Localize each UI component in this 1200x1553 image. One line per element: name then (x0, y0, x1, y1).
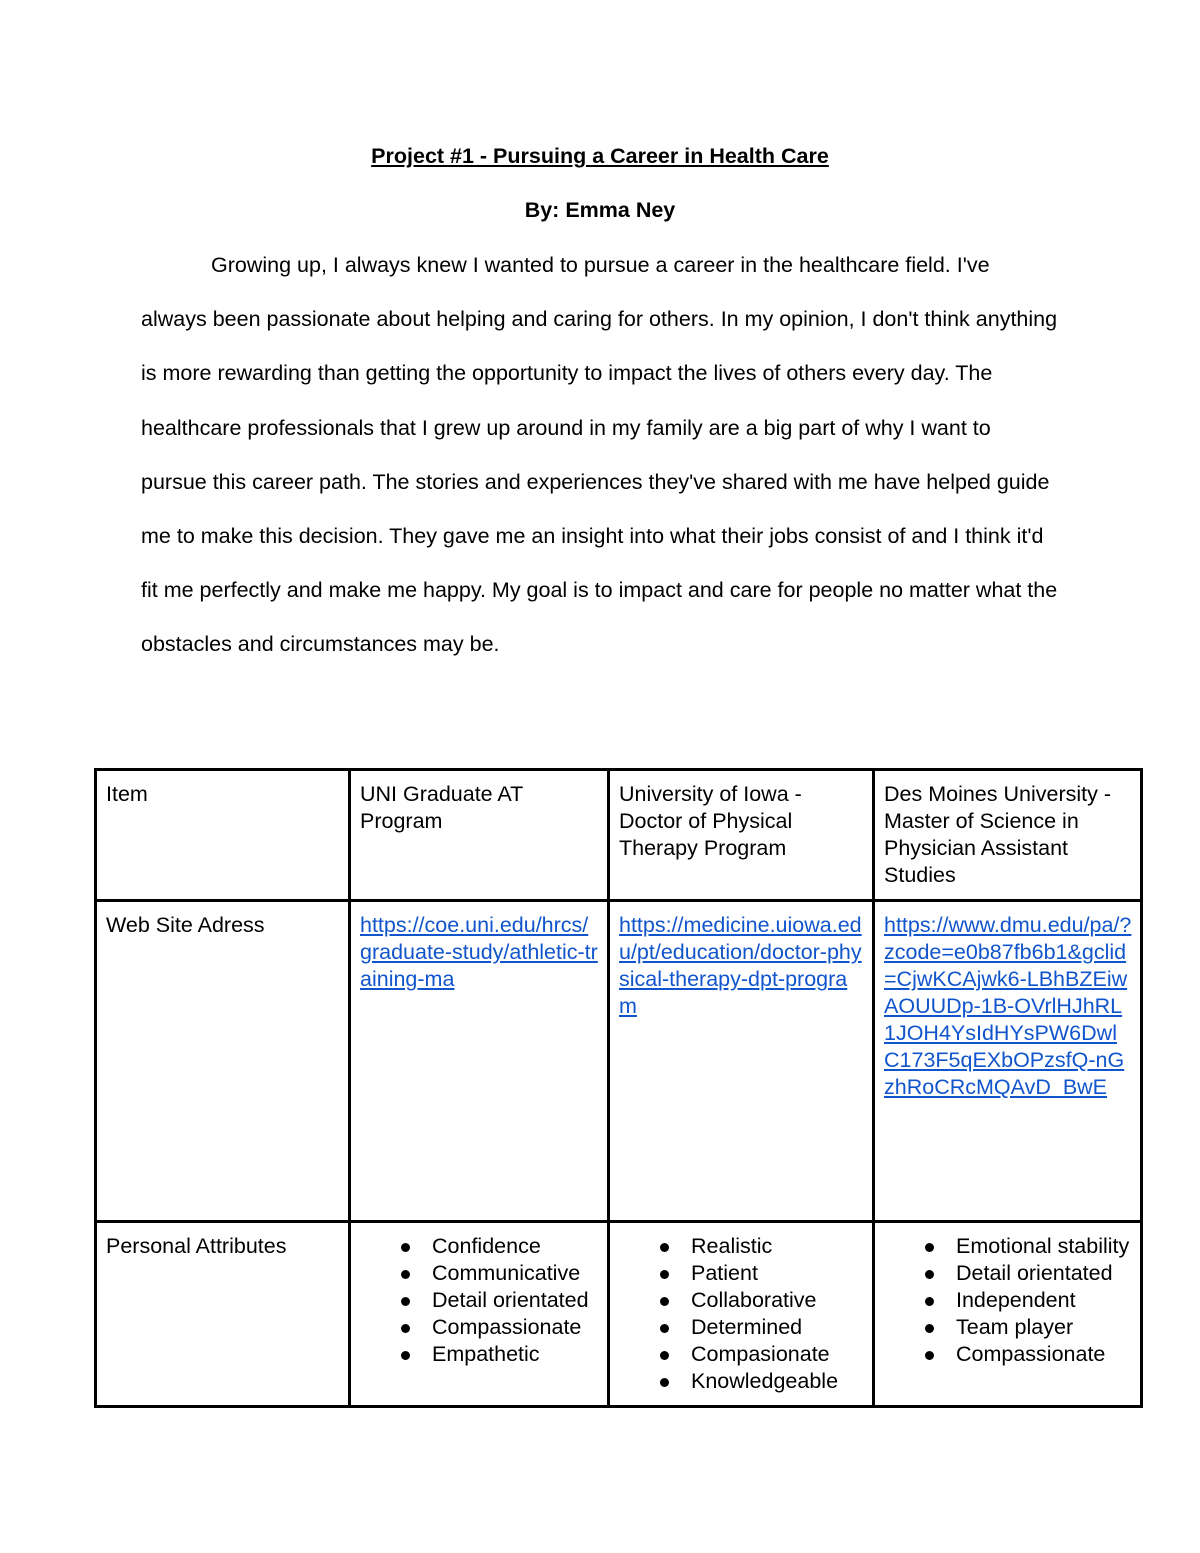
row-label-website: Web Site Adress (96, 901, 350, 1222)
cell-uiowa-attributes (609, 1222, 874, 1407)
list-item: Realistic (691, 1233, 864, 1260)
list-item: Compassionate (956, 1341, 1132, 1368)
cell-uni-website (350, 901, 609, 1222)
cell-uni-attributes (350, 1222, 609, 1407)
uiowa-attributes-list (619, 1233, 864, 1395)
list-item: Patient (691, 1260, 864, 1287)
program-comparison-table (94, 768, 1143, 1408)
list-item: Collaborative (691, 1287, 864, 1314)
list-item: Detail orientated (432, 1287, 599, 1314)
cell-uiowa-website (609, 901, 874, 1222)
list-item: Detail orientated (956, 1260, 1132, 1287)
header-cell-uni: UNI Graduate AT Program (350, 770, 609, 901)
list-item: Confidence (432, 1233, 599, 1260)
list-item: Emotional stability (956, 1233, 1132, 1260)
dmu-website-link[interactable]: https://www.dmu.edu/pa/?zcode=e0b87fb6b1&gclid=CjwKCAjwk6-LBhBZEiwAOUUDp-1B-OVrlHJhRL1JOH4YsIdHYsPW6DwlC173F5qEXbOPzsfQ-nGzhRoCRcMQAvD_BwE (884, 913, 1132, 1099)
header-cell-item: Item (96, 770, 350, 901)
list-item: Empathetic (432, 1341, 599, 1368)
cell-dmu-attributes (874, 1222, 1142, 1407)
list-item: Knowledgeable (691, 1368, 864, 1395)
list-item: Independent (956, 1287, 1132, 1314)
essay-paragraph: Growing up, I always knew I wanted to pursue a career in the healthcare field. I've always been passionate about helping and caring for others. In my opinion, I don't think anything is more rewarding than getting the opportunity to impact the lives of others every day. The healthcare professionals that I grew up around in my family are a big part of why I want to pursue this career path. The stories and experiences they've shared with me have helped guide me to make this decision. They gave me an insight into what their jobs consist of and I think it'd fit me perfectly and make me happy. My goal is to impact and care for people no matter what the obstacles and circumstances may be. (141, 253, 1058, 657)
list-item: Team player (956, 1314, 1132, 1341)
document-title: Project #1 - Pursuing a Career in Health Care (371, 144, 829, 168)
header-cell-uiowa: University of Iowa - Doctor of Physical Therapy Program (609, 770, 874, 901)
uni-attributes-list (360, 1233, 599, 1368)
table-row-header (96, 770, 1142, 901)
list-item: Determined (691, 1314, 864, 1341)
cell-dmu-website (874, 901, 1142, 1222)
uni-website-link[interactable]: https://coe.uni.edu/hrcs/graduate-study/athletic-training-ma (360, 913, 598, 991)
list-item: Communicative (432, 1260, 599, 1287)
dmu-attributes-list (884, 1233, 1132, 1368)
uiowa-website-link[interactable]: https://medicine.uiowa.edu/pt/education/doctor-physical-therapy-dpt-program (619, 913, 862, 1018)
header-cell-dmu: Des Moines University - Master of Science in Physician Assistant Studies (874, 770, 1142, 901)
table-row-attributes (96, 1222, 1142, 1407)
list-item: Compasionate (691, 1341, 864, 1368)
author-byline: By: Emma Ney (524, 198, 676, 222)
list-item: Compassionate (432, 1314, 599, 1341)
table-row-website (96, 901, 1142, 1222)
row-label-attributes: Personal Attributes (96, 1222, 350, 1407)
